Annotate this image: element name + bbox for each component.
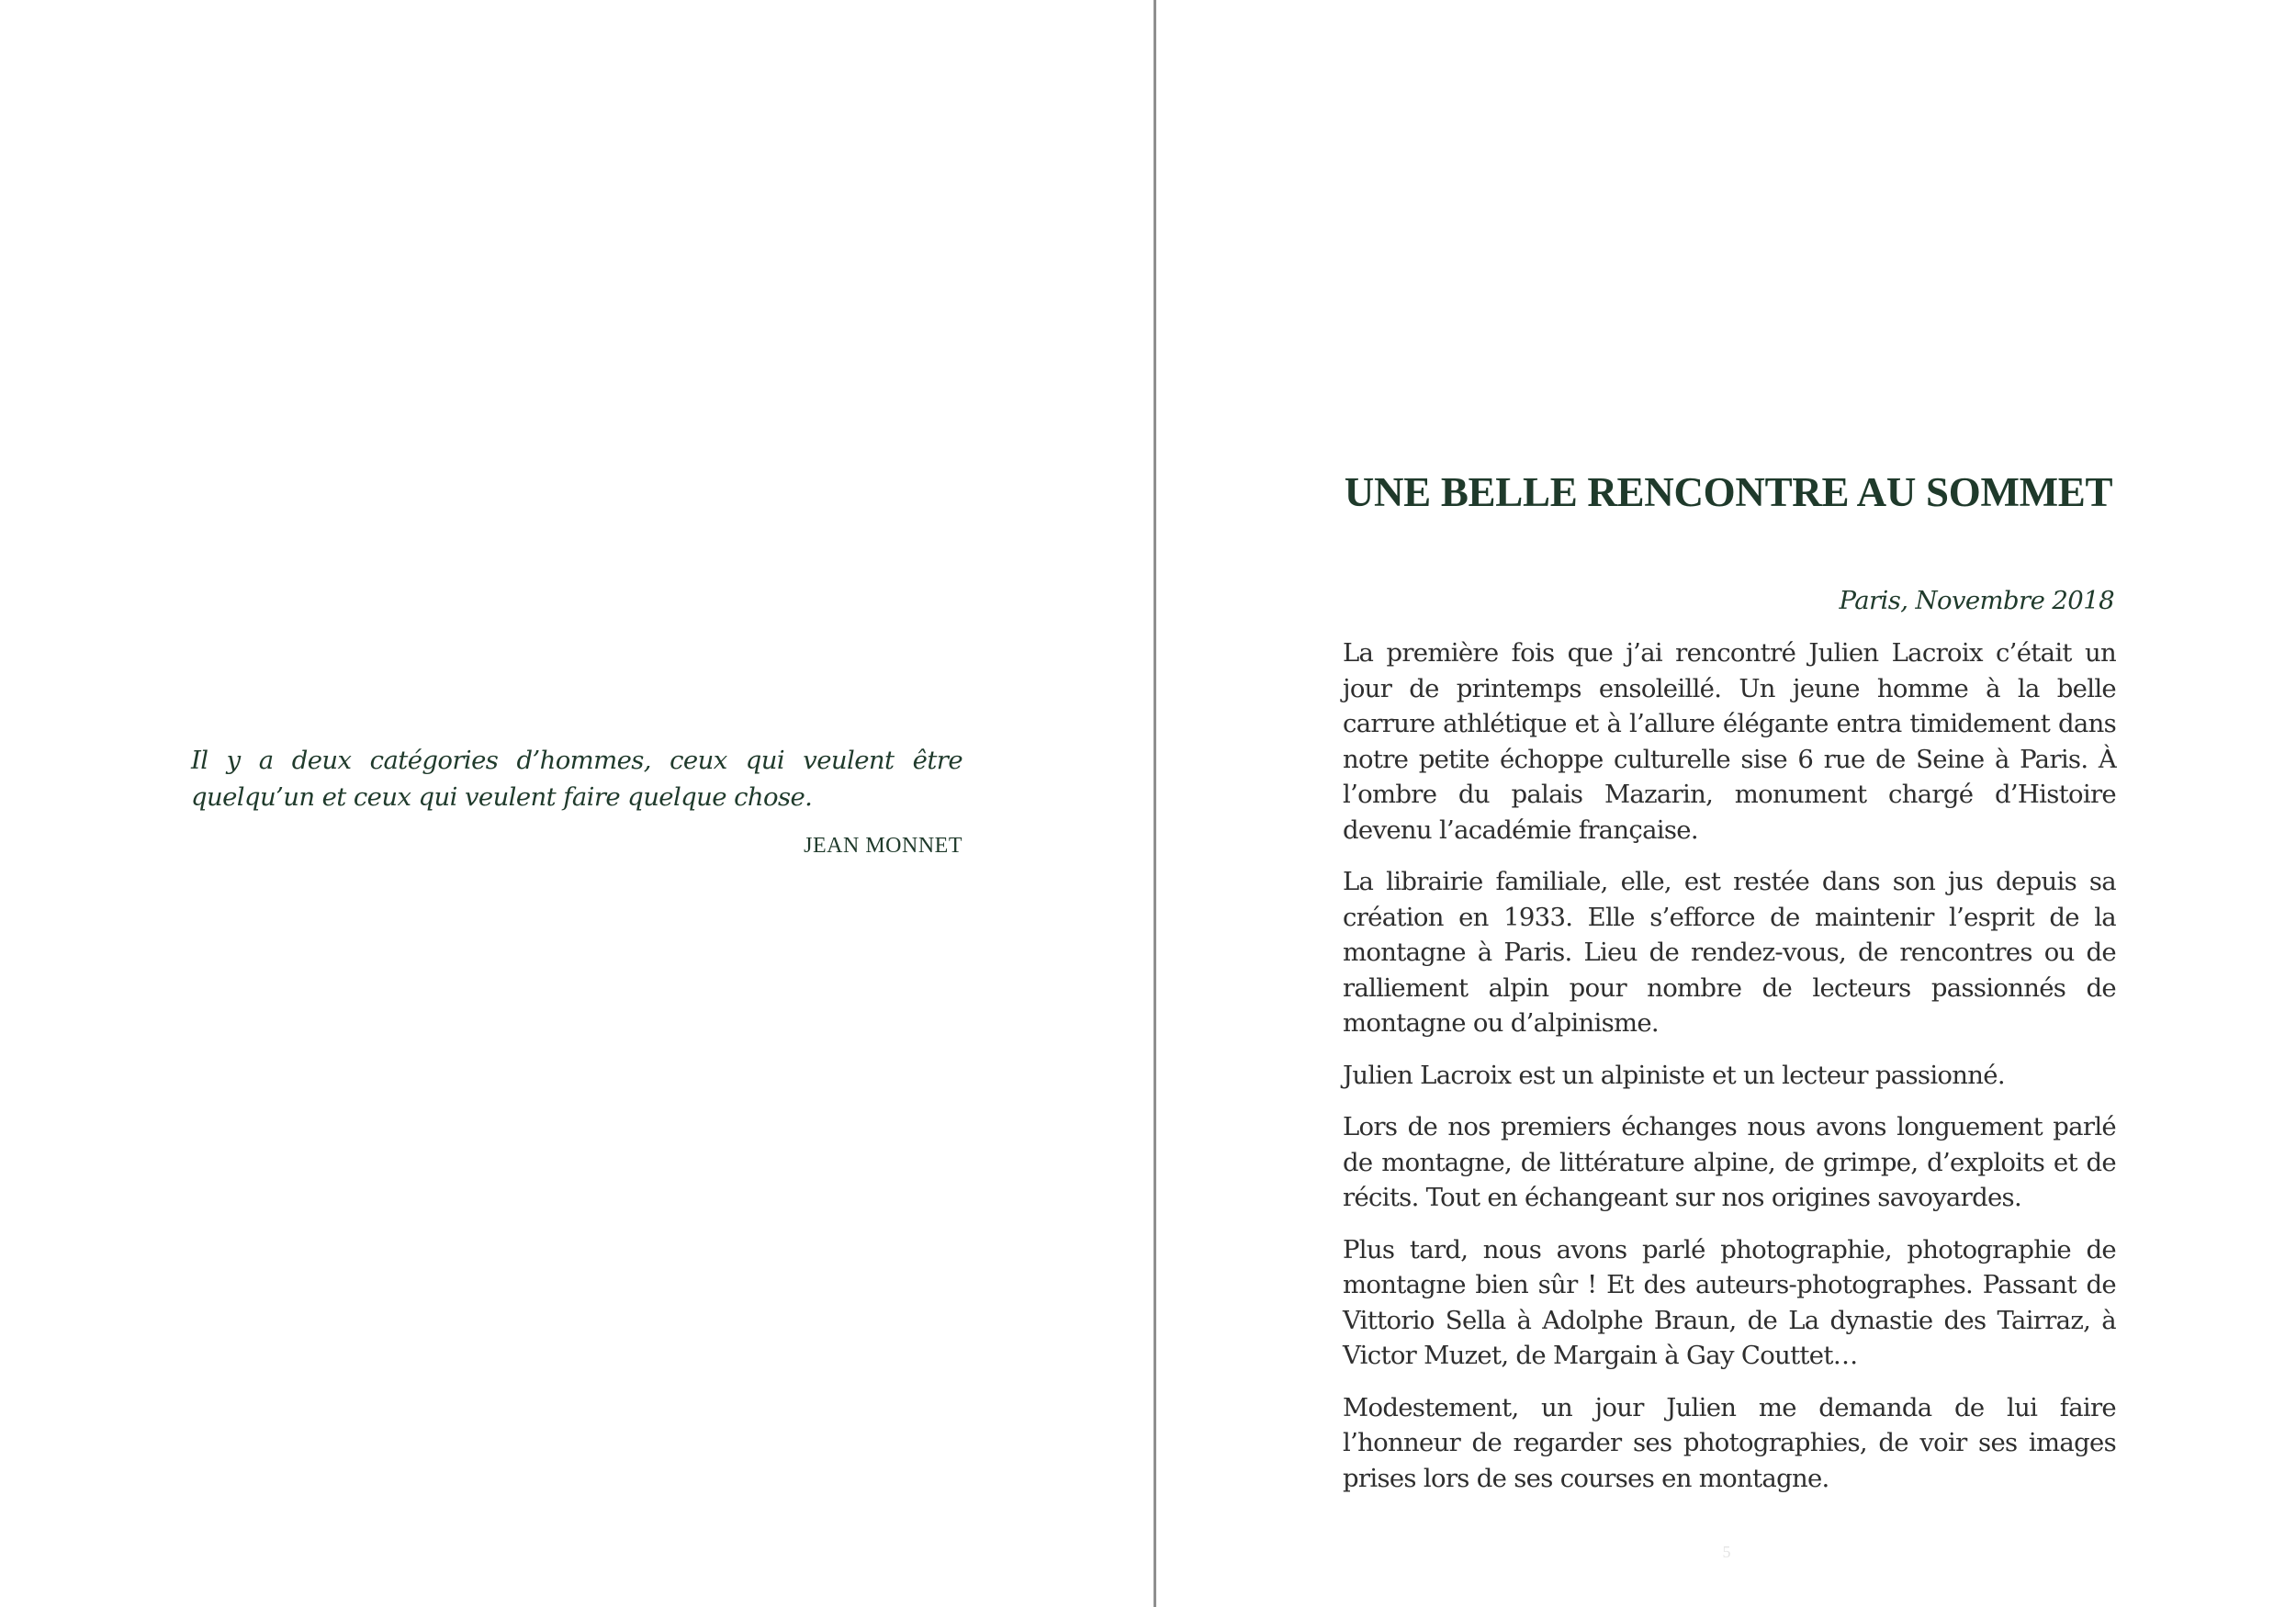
epigraph-quote: Il y a deux catégories d’hommes, ceux qui veulent être quelqu’un et ceux qui veulent faire quelque chose.	[191, 746, 962, 812]
paragraph: Julien Lacroix est un alpiniste et un lecteur passionné.	[1343, 1060, 2005, 1090]
paragraph: La première fois que j’ai rencontré Julien Lacroix c’était un jour de printemps ensoleillé. Un jeune homme à la belle carrure athlétique et à l’allure élégante entra timidement dans notre petite échoppe culturelle sise 6 rue de Seine à Paris. À l’ombre du palais Mazarin, monument chargé d’Histoire devenu l’académie française.	[1343, 638, 2116, 845]
epigraph-author: JEAN MONNET	[804, 834, 962, 858]
page-number: 5	[1722, 1543, 1731, 1561]
paragraph: Modestement, un jour Julien me demanda de lui faire l’honneur de regarder ses photographies, de voir ses images prises lors de ses courses en montagne.	[1343, 1392, 2116, 1493]
page-gutter-divider	[1154, 0, 1156, 1607]
paragraph: La librairie familiale, elle, est restée dans son jus depuis sa création en 1933. Elle s’efforce de maintenir l’esprit de la montagne à Paris. Lieu de rendez-vous, de rencontres ou de ralliement alpin pour nombre de lecteurs passionnés de montagne ou d’alpinisme.	[1343, 867, 2116, 1038]
paragraph: Lors de nos premiers échanges nous avons longuement parlé de montagne, de littérature alpine, de grimpe, d’exploits et de récits. Tout en échangeant sur nos origines savoyardes.	[1343, 1112, 2116, 1212]
epigraph-block	[191, 742, 962, 859]
date-line: Paris, Novembre 2018	[1839, 586, 2114, 615]
chapter-body	[1343, 635, 2116, 1512]
paragraph: Plus tard, nous avons parlé photographie, photographie de montagne bien sûr ! Et des auteurs-photographes. Passant de Vittorio Sella à Adolphe Braun, de La dynastie des Tairraz, à Victor Muzet, de Margain à Gay Couttet…	[1343, 1234, 2116, 1370]
chapter-title: UNE BELLE RENCONTRE AU SOMMET	[1344, 469, 2113, 515]
